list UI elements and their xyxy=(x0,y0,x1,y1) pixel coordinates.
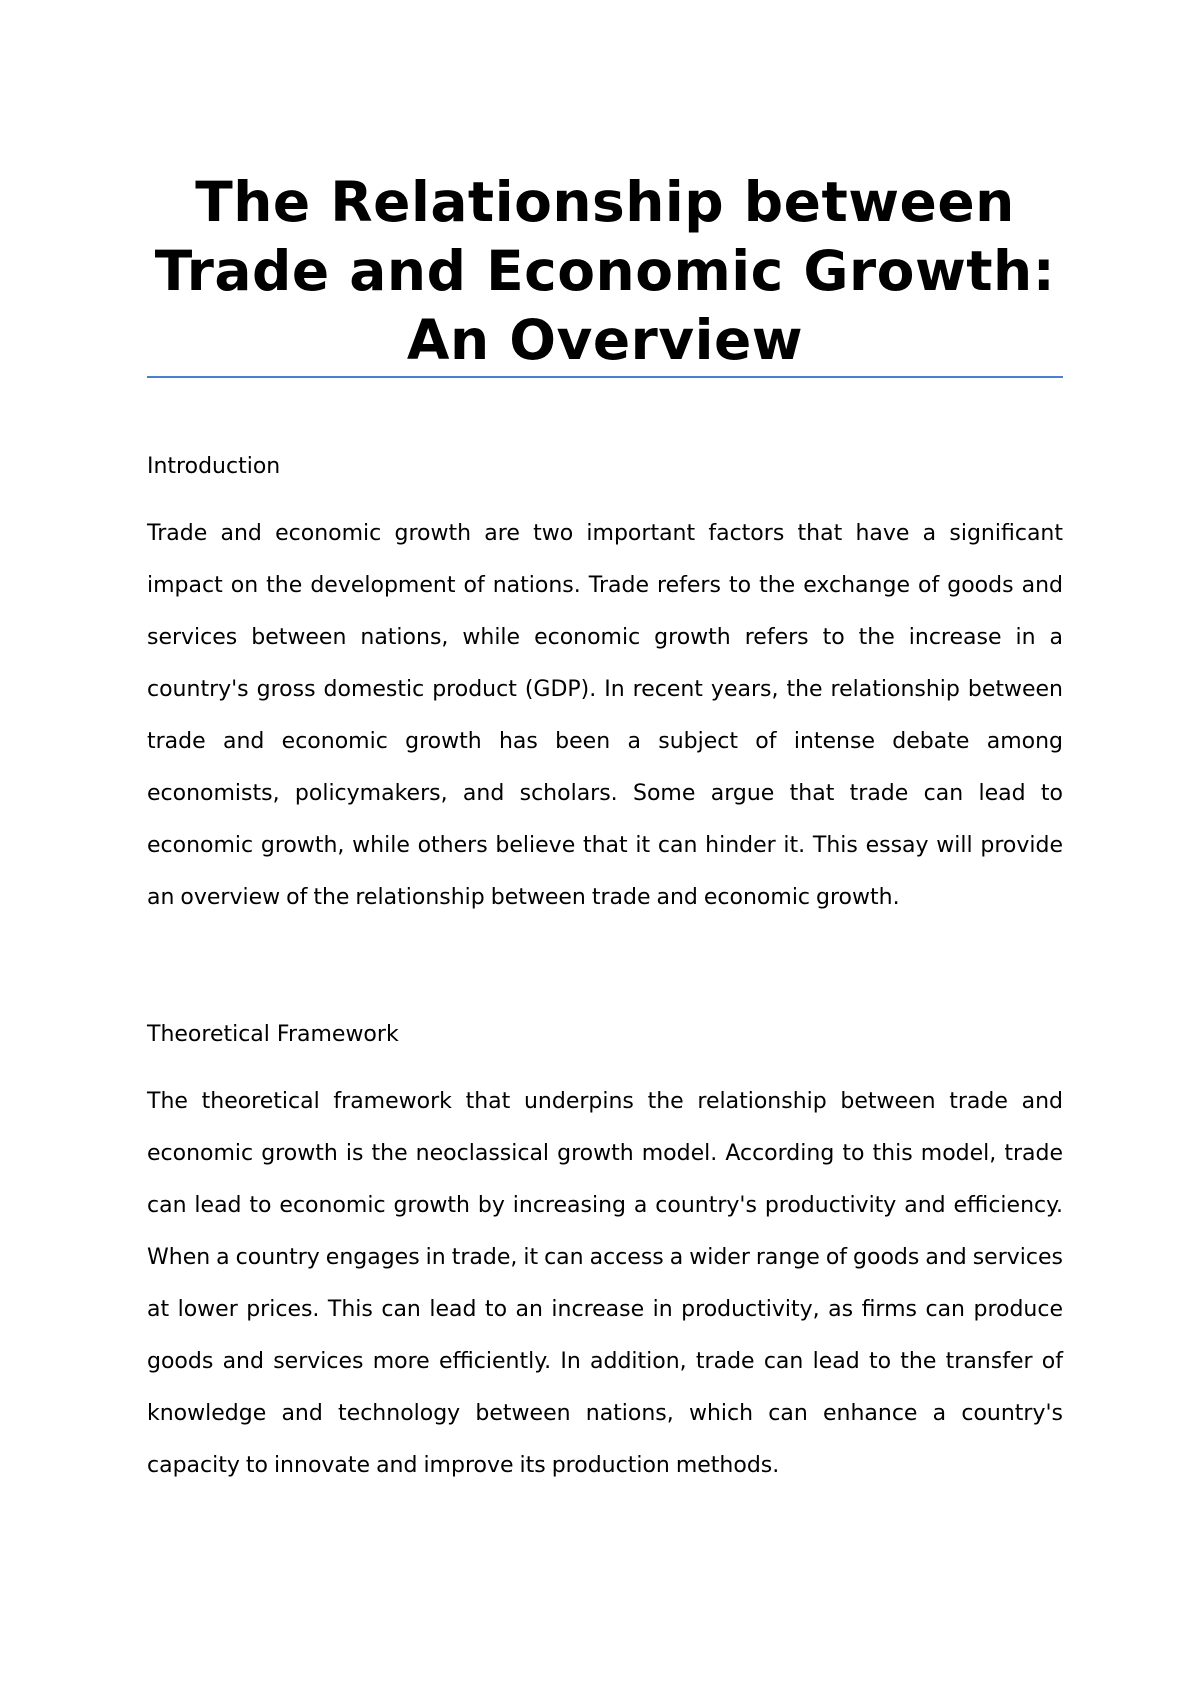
section-heading-introduction: Introduction xyxy=(147,454,281,479)
section-body-theoretical-framework: The theoretical framework that underpins the relationship between trade and economic growth is the neoclassical growth model. According to this model, trade can lead to economic growth by increasing a country's productivity and efficiency. When a country engages in trade, it can access a wider range of goods and services at lower prices. This can lead to an increase in productivity, as firms can produce goods and services more efficiently. In addition, trade can lead to the transfer of knowledge and technology between nations, which can enhance a country's capacity to innovate and improve its production methods. xyxy=(147,1089,1063,1478)
section-body-introduction: Trade and economic growth are two important factors that have a significant impact on the development of nations. Trade refers to the exchange of goods and services between nations, while economic growth refers to the increase in a country's gross domestic product (GDP). In recent years, the relationship between trade and economic growth has been a subject of intense debate among economists, policymakers, and scholars. Some argue that trade can lead to economic growth, while others believe that it can hinder it. This essay will provide an overview of the relationship between trade and economic growth. xyxy=(147,521,1063,910)
section-heading-theoretical-framework: Theoretical Framework xyxy=(147,1022,399,1047)
document-title: The Relationship between Trade and Economic Growth: An Overview xyxy=(154,170,1056,372)
title-underline-divider xyxy=(147,376,1063,378)
